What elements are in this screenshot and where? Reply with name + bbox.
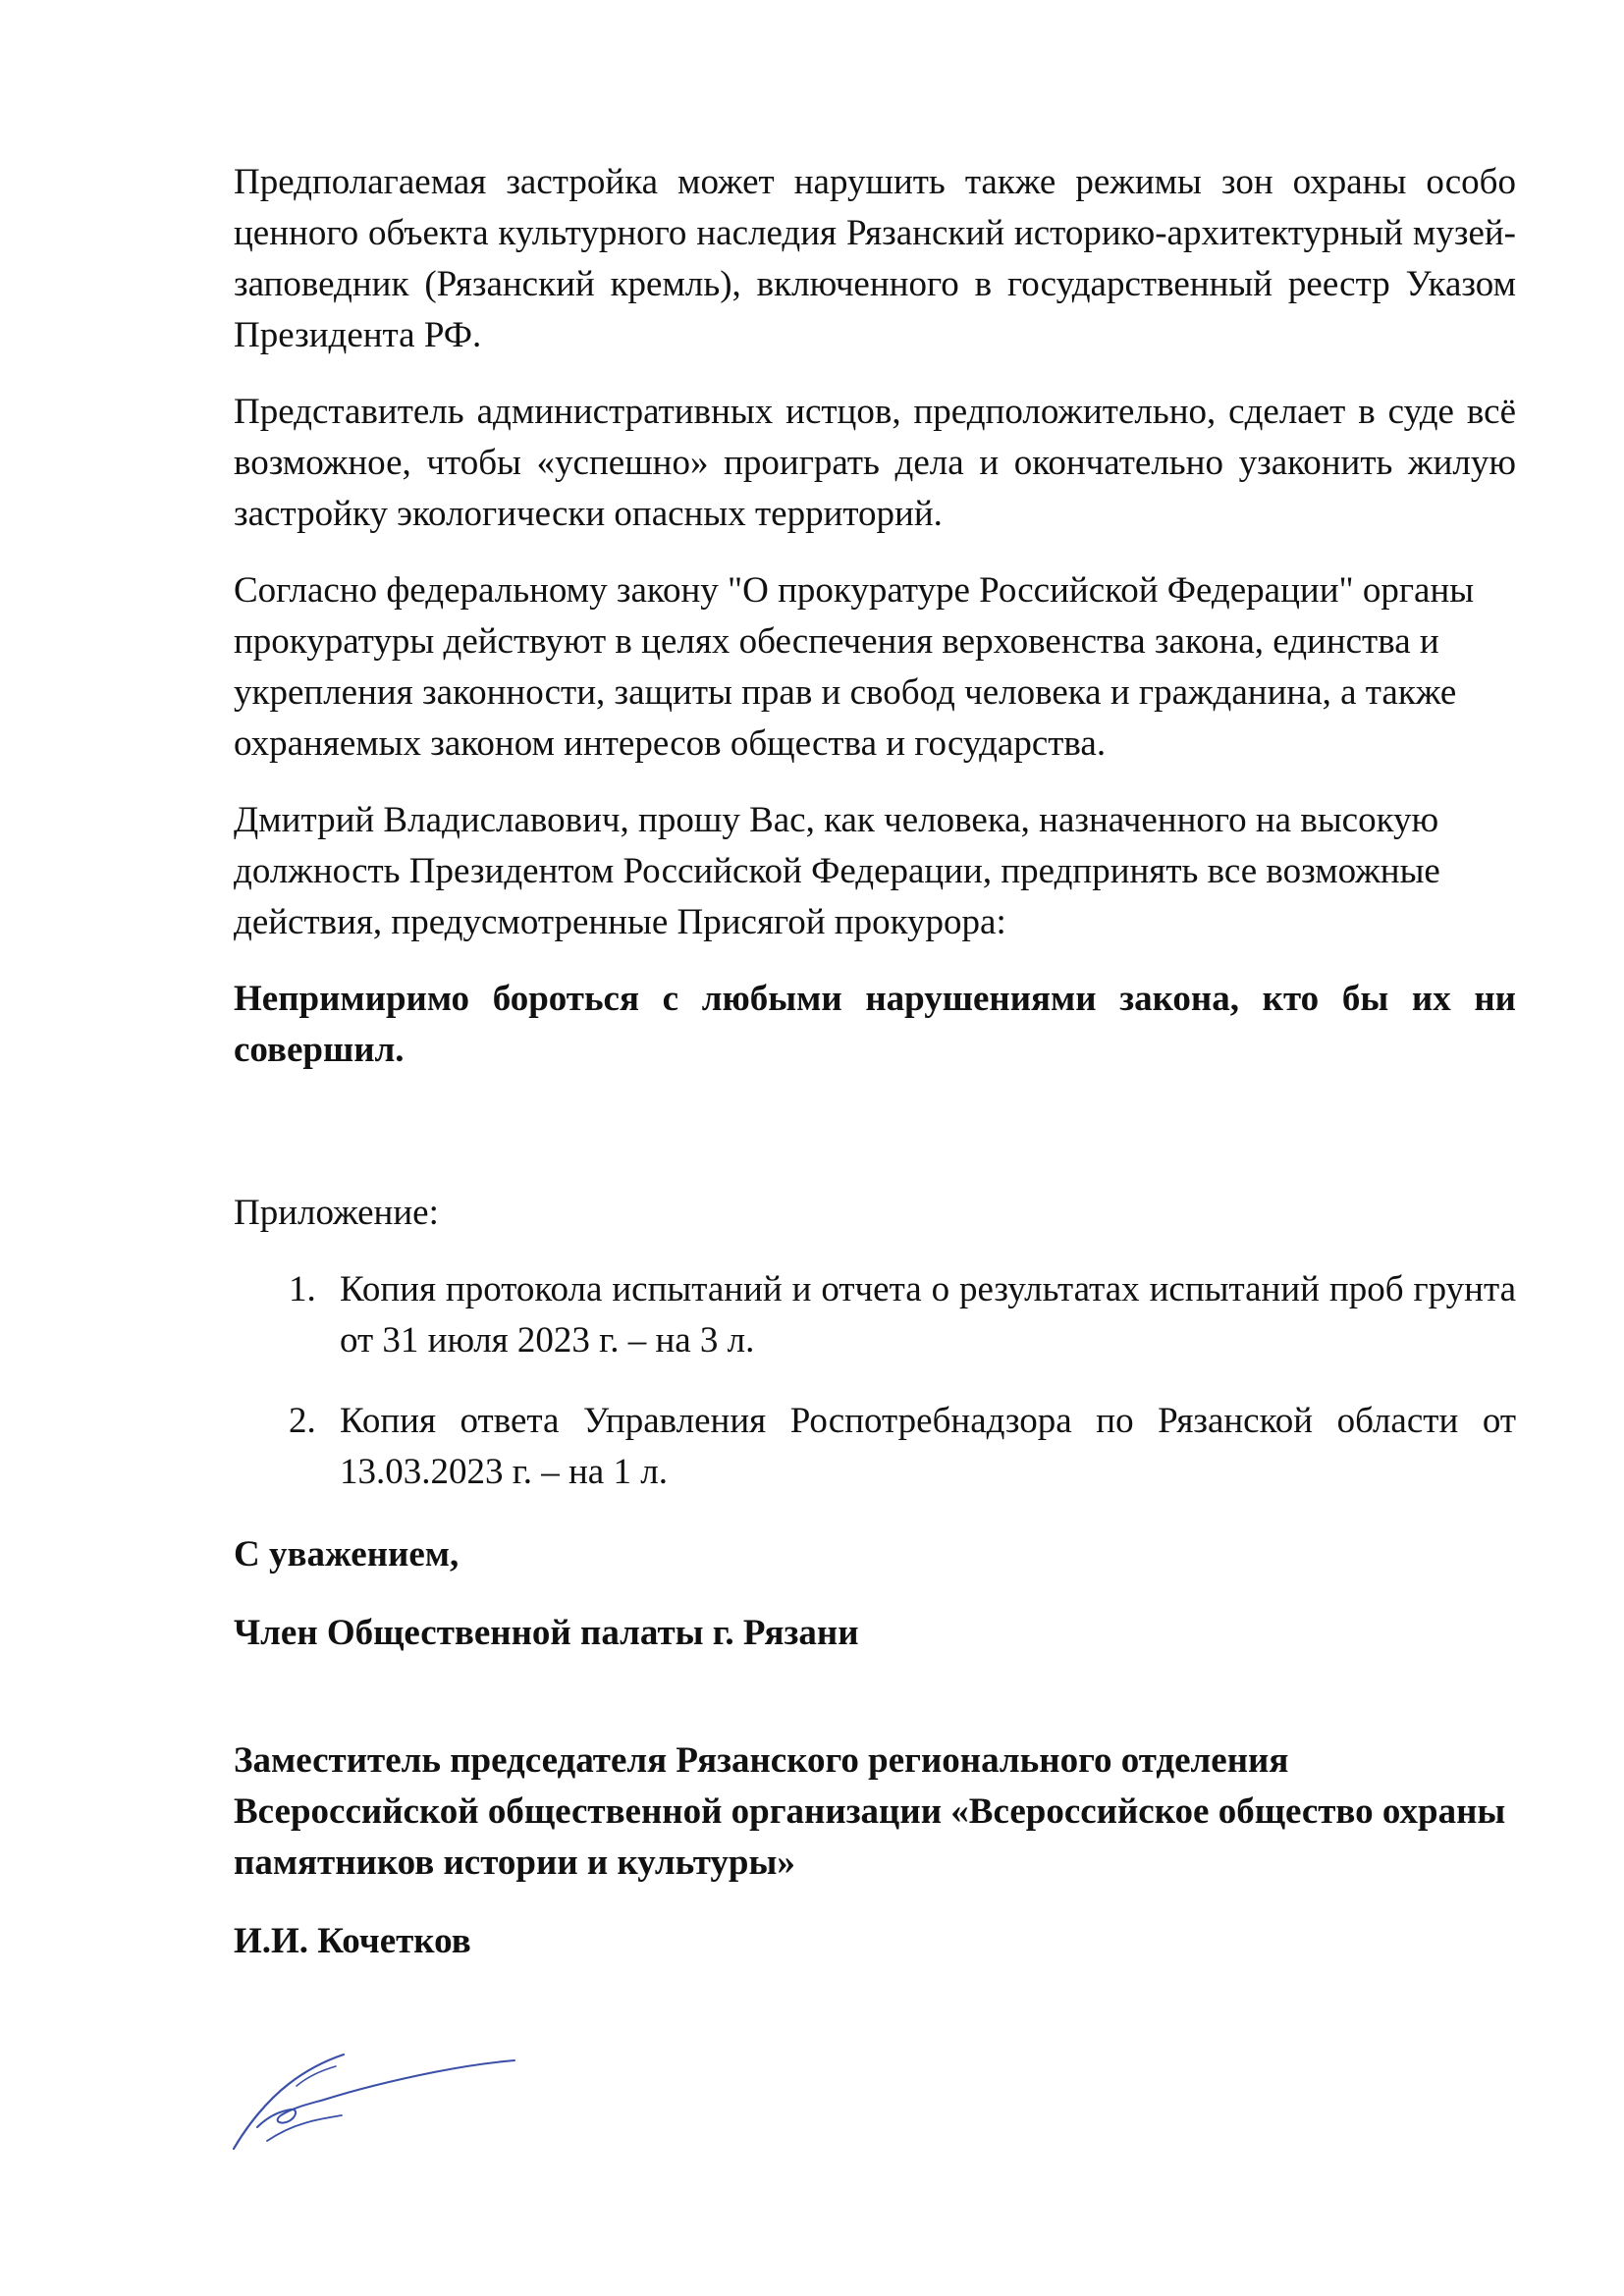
attachment-number: 2. bbox=[289, 1401, 316, 1441]
paragraph-oath: Непримиримо бороться с любыми нарушениями закона, кто бы их ни совершил. bbox=[234, 979, 1516, 1070]
closing-position-society: Заместитель председателя Рязанского регионального отделения Всероссийской общественной организации «Всероссийское общество охраны памятников истории и культуры» bbox=[234, 1740, 1506, 1883]
closing-regards: С уважением, bbox=[234, 1534, 460, 1575]
handwritten-signature bbox=[228, 2047, 522, 2155]
signature-stroke bbox=[297, 2066, 336, 2086]
paragraph-representative: Представитель административных истцов, предположительно, сделает в суде всё возможное, чтобы «успешно» проиграть дела и окончательно узаконить жилую застройку экологически опасных территорий. bbox=[234, 392, 1516, 534]
attachments-title: Приложение: bbox=[234, 1193, 439, 1233]
attachment-item bbox=[234, 1396, 1516, 1498]
paragraph-request: Дмитрий Владиславович, прошу Вас, как человека, назначенного на высокую должность Президентом Российской Федерации, предпринять все возможные действия, предусмотренные Присягой прокурора: bbox=[234, 800, 1440, 942]
paragraph-law-quote: Согласно федеральному закону "О прокуратуре Российской Федерации" органы прокуратуры действуют в целях обеспечения верховенства закона, единства и укрепления законности, защиты прав и свобод человека и гражданина, а также охраняемых законом интересов общества и государства. bbox=[234, 570, 1475, 764]
paragraph-zoning: Предполагаемая застройка может нарушить также режимы зон охраны особо ценного объекта культурного наследия Рязанский историко-архитектурный музей-заповедник (Рязанский кремль), включенного в государственный реестр Указом Президента РФ. bbox=[234, 162, 1516, 355]
document-page bbox=[234, 157, 1516, 1995]
signature-stroke bbox=[257, 2060, 514, 2127]
signer-name: И.И. Кочетков bbox=[234, 1921, 471, 1961]
attachment-text: Копия ответа Управления Роспотребнадзора по Рязанской области от 13.03.2023 г. – на 1 л. bbox=[340, 1401, 1516, 1492]
attachment-text: Копия протокола испытаний и отчета о результатах испытаний проб грунта от 31 июля 2023 г. – на 3 л. bbox=[340, 1269, 1516, 1361]
attachments-list bbox=[234, 1264, 1516, 1498]
spacer bbox=[234, 1686, 1516, 1735]
closing-position-chamber: Член Общественной палаты г. Рязани bbox=[234, 1613, 859, 1653]
attachment-number: 1. bbox=[289, 1269, 316, 1309]
spacer bbox=[234, 1101, 1516, 1188]
attachment-item bbox=[234, 1264, 1516, 1366]
